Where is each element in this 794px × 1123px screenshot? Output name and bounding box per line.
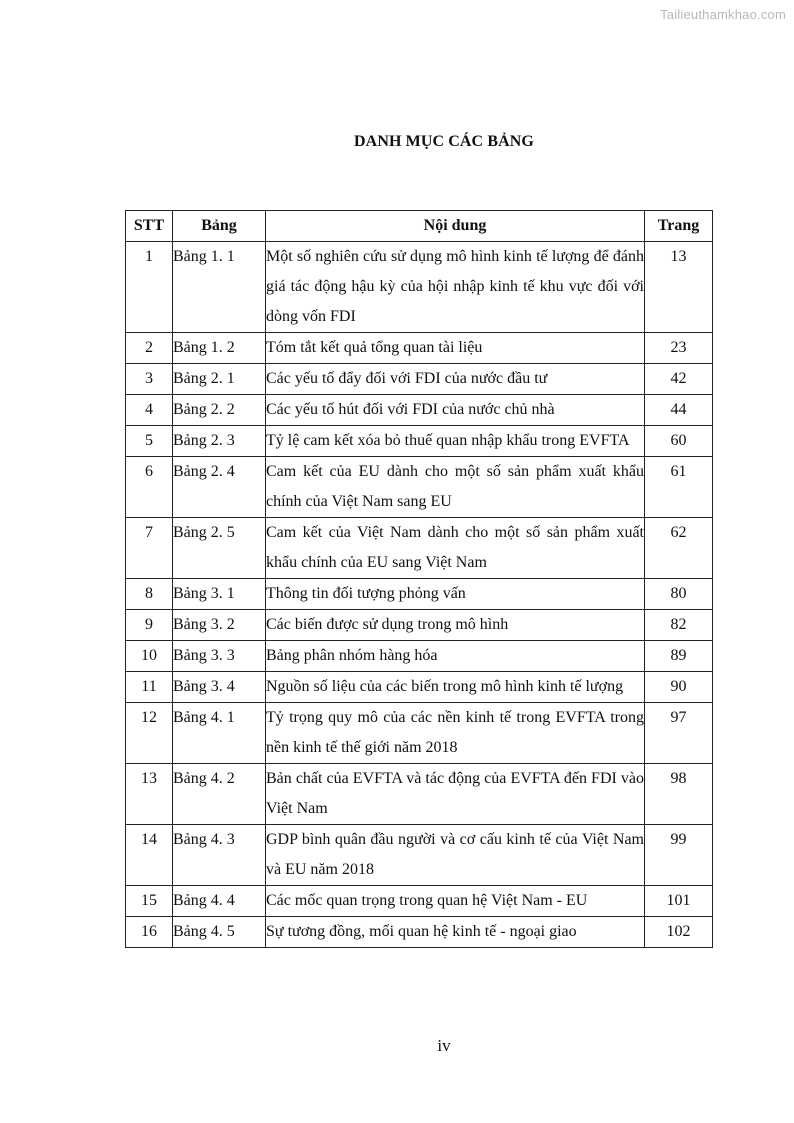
row-stt: 3 <box>126 364 173 395</box>
row-page: 90 <box>645 672 713 703</box>
row-stt: 15 <box>126 886 173 917</box>
row-content: Bảng phân nhóm hàng hóa <box>266 641 645 672</box>
row-table-ref: Bảng 1. 1 <box>173 242 266 333</box>
row-table-ref: Bảng 3. 1 <box>173 579 266 610</box>
table-row <box>126 917 713 948</box>
row-table-ref: Bảng 2. 4 <box>173 457 266 518</box>
row-content: GDP bình quân đầu người và cơ cấu kinh tế của Việt Nam và EU năm 2018 <box>266 825 645 886</box>
row-content: Các biến được sử dụng trong mô hình <box>266 610 645 641</box>
row-content: Các yếu tố hút đối với FDI của nước chủ nhà <box>266 395 645 426</box>
table-row <box>126 457 713 518</box>
table-row <box>126 242 713 333</box>
table-row <box>126 579 713 610</box>
table-row <box>126 395 713 426</box>
row-stt: 1 <box>126 242 173 333</box>
table-body <box>126 242 713 948</box>
row-content: Bản chất của EVFTA và tác động của EVFTA đến FDI vào Việt Nam <box>266 764 645 825</box>
row-content: Tỷ lệ cam kết xóa bỏ thuế quan nhập khẩu trong EVFTA <box>266 426 645 457</box>
row-page: 62 <box>645 518 713 579</box>
table-row <box>126 426 713 457</box>
table-row <box>126 672 713 703</box>
header-stt: STT <box>126 211 173 242</box>
row-content: Cam kết của Việt Nam dành cho một số sản phẩm xuất khẩu chính của EU sang Việt Nam <box>266 518 645 579</box>
watermark: Tailieuthamkhao.com <box>660 7 786 22</box>
row-page: 98 <box>645 764 713 825</box>
row-page: 61 <box>645 457 713 518</box>
row-content: Thông tin đối tượng phỏng vấn <box>266 579 645 610</box>
row-stt: 16 <box>126 917 173 948</box>
row-page: 60 <box>645 426 713 457</box>
row-page: 97 <box>645 703 713 764</box>
row-stt: 14 <box>126 825 173 886</box>
row-table-ref: Bảng 2. 1 <box>173 364 266 395</box>
row-page: 101 <box>645 886 713 917</box>
row-stt: 10 <box>126 641 173 672</box>
row-page: 42 <box>645 364 713 395</box>
table-row <box>126 518 713 579</box>
row-page: 102 <box>645 917 713 948</box>
row-content: Tỷ trọng quy mô của các nền kinh tế trong EVFTA trong nền kinh tế thế giới năm 2018 <box>266 703 645 764</box>
row-stt: 4 <box>126 395 173 426</box>
header-bang: Bảng <box>173 211 266 242</box>
table-row <box>126 825 713 886</box>
row-table-ref: Bảng 2. 3 <box>173 426 266 457</box>
row-table-ref: Bảng 3. 3 <box>173 641 266 672</box>
table-row <box>126 333 713 364</box>
table-row <box>126 764 713 825</box>
row-page: 89 <box>645 641 713 672</box>
row-page: 99 <box>645 825 713 886</box>
table-row <box>126 703 713 764</box>
page-title: DANH MỤC CÁC BẢNG <box>354 133 534 150</box>
row-page: 44 <box>645 395 713 426</box>
row-content: Các yếu tố đẩy đối với FDI của nước đầu tư <box>266 364 645 395</box>
list-of-tables <box>125 210 713 948</box>
row-table-ref: Bảng 3. 2 <box>173 610 266 641</box>
page-number: iv <box>437 1036 451 1055</box>
row-stt: 6 <box>126 457 173 518</box>
table-row <box>126 364 713 395</box>
row-table-ref: Bảng 4. 1 <box>173 703 266 764</box>
row-stt: 12 <box>126 703 173 764</box>
table-row <box>126 641 713 672</box>
row-table-ref: Bảng 4. 3 <box>173 825 266 886</box>
row-stt: 7 <box>126 518 173 579</box>
row-content: Các mốc quan trọng trong quan hệ Việt Nam - EU <box>266 886 645 917</box>
row-table-ref: Bảng 1. 2 <box>173 333 266 364</box>
row-table-ref: Bảng 3. 4 <box>173 672 266 703</box>
row-table-ref: Bảng 4. 2 <box>173 764 266 825</box>
row-content: Tóm tắt kết quả tổng quan tài liệu <box>266 333 645 364</box>
row-content: Cam kết của EU dành cho một số sản phẩm xuất khẩu chính của Việt Nam sang EU <box>266 457 645 518</box>
table-header-row <box>126 211 713 242</box>
row-content: Một số nghiên cứu sử dụng mô hình kinh tế lượng để đánh giá tác động hậu kỳ của hội nhập kinh tế khu vực đối với dòng vốn FDI <box>266 242 645 333</box>
row-page: 80 <box>645 579 713 610</box>
row-page: 23 <box>645 333 713 364</box>
header-trang: Trang <box>645 211 713 242</box>
table-row <box>126 886 713 917</box>
row-stt: 11 <box>126 672 173 703</box>
row-stt: 2 <box>126 333 173 364</box>
table-row <box>126 610 713 641</box>
row-table-ref: Bảng 4. 4 <box>173 886 266 917</box>
row-stt: 13 <box>126 764 173 825</box>
header-noi-dung: Nội dung <box>266 211 645 242</box>
row-table-ref: Bảng 4. 5 <box>173 917 266 948</box>
row-stt: 8 <box>126 579 173 610</box>
row-page: 13 <box>645 242 713 333</box>
row-content: Sự tương đồng, mối quan hệ kinh tế - ngoại giao <box>266 917 645 948</box>
row-table-ref: Bảng 2. 2 <box>173 395 266 426</box>
row-content: Nguồn số liệu của các biến trong mô hình kinh tế lượng <box>266 672 645 703</box>
row-stt: 9 <box>126 610 173 641</box>
row-stt: 5 <box>126 426 173 457</box>
row-table-ref: Bảng 2. 5 <box>173 518 266 579</box>
row-page: 82 <box>645 610 713 641</box>
